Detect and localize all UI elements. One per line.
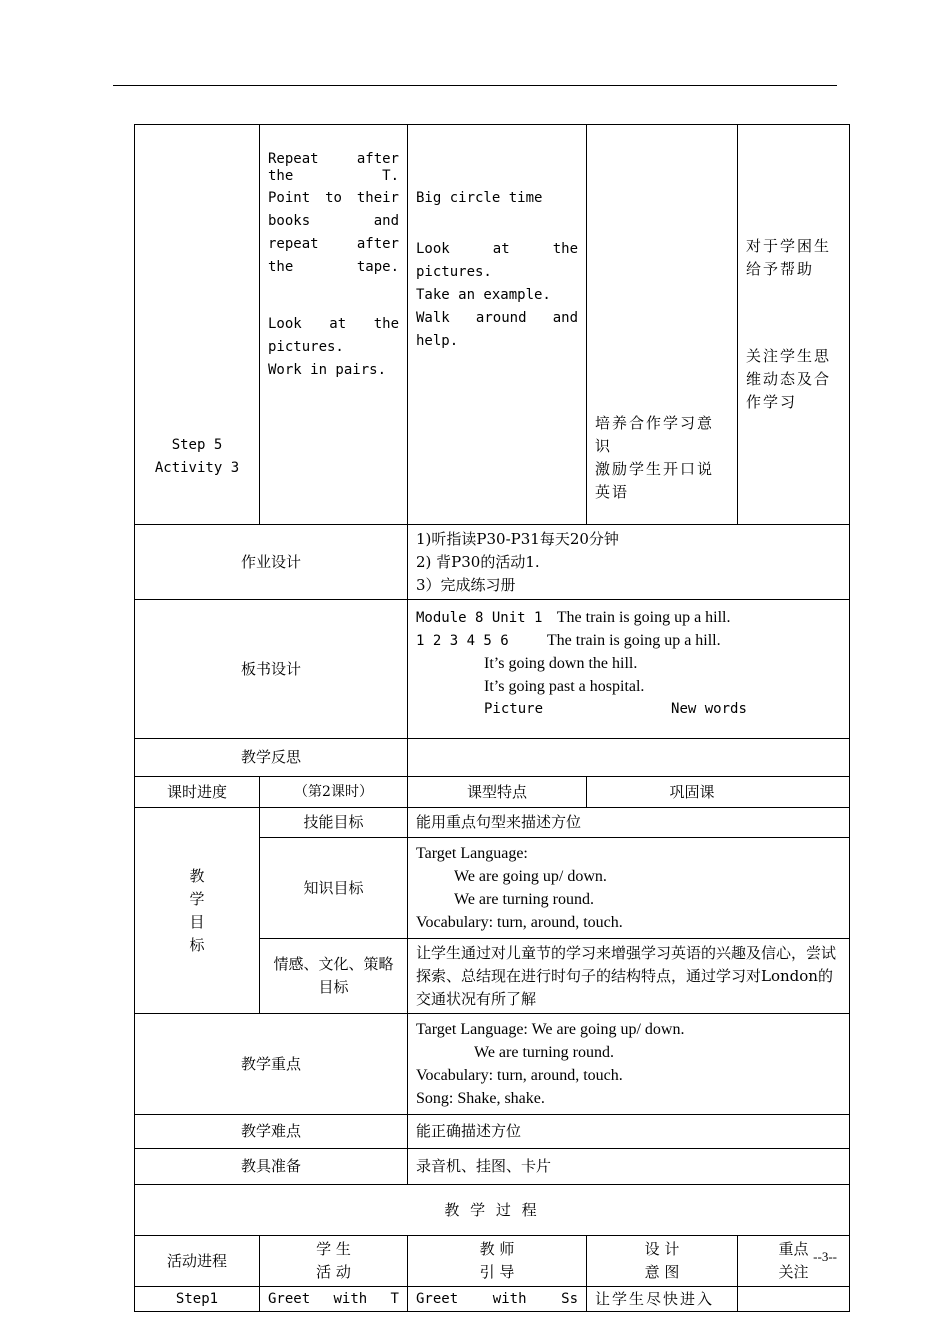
homework-label: 作业设计 <box>135 525 408 600</box>
homework-item: 3）完成练习册 <box>416 575 516 594</box>
objectives-label <box>135 808 260 1014</box>
board-heading: Module 8 Unit 1 <box>416 610 543 626</box>
process-title-row <box>135 1185 850 1236</box>
process-header-student-line: 活 动 <box>316 1263 351 1281</box>
page-number: --3-- <box>813 1249 837 1264</box>
skill-value: 能用重点句型来描述方位 <box>408 808 850 838</box>
objectives-label-char: 学 <box>189 889 205 908</box>
step1-row <box>135 1287 850 1312</box>
step5-student-line: Look at the pictures. <box>268 316 399 355</box>
key-points-row <box>135 1014 850 1115</box>
step5-student-line: Work in pairs. <box>268 362 387 378</box>
board-sentence: It’s going down the hill. <box>484 655 638 672</box>
knowledge-line: Target Language: <box>416 845 528 862</box>
affect-label: 情感、文化、策略目标 <box>260 939 408 1014</box>
step5-student-line: Point to their books and repeat after the tape. <box>268 190 399 275</box>
step5-row <box>135 125 850 525</box>
step5-step: Step 5 <box>171 437 223 453</box>
process-header-focus-line: 重点 <box>778 1240 809 1258</box>
skill-label: 技能目标 <box>260 808 408 838</box>
step5-teacher-line: Look at the pictures. <box>416 241 578 280</box>
step5-focus-line: 关注学生思维动态及合作学习 <box>746 347 832 411</box>
board-sentence: The train is going up a hill. <box>556 609 731 626</box>
affect-value: 让学生通过对儿童节的学习来增强学习英语的兴趣及信心，尝试探索、总结现在进行时句子的结构特点，通过学习对London的交通状况有所了解 <box>408 939 850 1014</box>
step5-step-cell <box>135 125 260 525</box>
step5-focus-cell <box>738 125 850 525</box>
process-header-teacher-line: 教 师 <box>479 1240 515 1258</box>
step5-teacher-line: Big circle time <box>416 190 543 206</box>
tools-row <box>135 1149 850 1185</box>
step5-students-cell <box>260 125 408 525</box>
step1-intent: 让学生尽快进入 <box>587 1287 738 1312</box>
knowledge-cell <box>408 838 850 939</box>
type-value: 巩固课 <box>587 777 850 808</box>
board-sentence: The train is going up a hill. <box>546 632 721 649</box>
board-label: 板书设计 <box>135 600 408 739</box>
reflection-row <box>135 739 850 777</box>
tools-value: 录音机、挂图、卡片 <box>408 1149 850 1185</box>
process-header-activity: 活动进程 <box>135 1236 260 1287</box>
difficulty-label: 教学难点 <box>135 1115 408 1149</box>
step1-student: Greet with T <box>260 1287 408 1312</box>
lesson-info-row <box>135 777 850 808</box>
process-header-row <box>135 1236 850 1287</box>
key-points-cell <box>408 1014 850 1115</box>
key-point-line: Song: Shake, shake. <box>416 1090 545 1107</box>
process-header-teacher-line: 引 导 <box>479 1263 515 1281</box>
progress-value: （第2课时） <box>260 777 408 808</box>
board-cell <box>408 600 850 739</box>
lesson-plan-table <box>134 124 850 1312</box>
homework-row <box>135 525 850 600</box>
process-header-intent <box>587 1236 738 1287</box>
knowledge-label: 知识目标 <box>260 838 408 939</box>
knowledge-line: Vocabulary: turn, around, touch. <box>416 914 623 931</box>
objectives-label-char: 教 <box>189 866 205 885</box>
step1-step: Step1 <box>135 1287 260 1312</box>
step5-intent-line: 激励学生开口说英语 <box>595 460 715 501</box>
process-header-intent-line: 意 图 <box>644 1263 680 1281</box>
process-header-student <box>260 1236 408 1287</box>
knowledge-line: We are going up/ down. <box>454 868 607 885</box>
process-header-student-line: 学 生 <box>316 1240 351 1258</box>
board-sentence: It’s going past a hospital. <box>484 678 645 695</box>
knowledge-line: We are turning round. <box>454 891 594 908</box>
step5-intent-line: 培养合作学习意识 <box>595 414 715 455</box>
step5-activity: Activity 3 <box>154 460 240 476</box>
homework-cell <box>408 525 850 600</box>
objectives-label-char: 标 <box>189 935 205 954</box>
board-picture-label: Picture <box>484 701 544 717</box>
process-header-intent-line: 设 计 <box>644 1240 680 1258</box>
reflection-label: 教学反思 <box>135 739 408 777</box>
key-point-line: Vocabulary: turn, around, touch. <box>416 1067 623 1084</box>
step1-focus <box>738 1287 850 1312</box>
board-numbers: 1 2 3 4 5 6 <box>416 633 509 649</box>
skill-objective-row <box>135 808 850 838</box>
type-label: 课型特点 <box>408 777 587 808</box>
key-point-line: We are turning round. <box>474 1044 614 1061</box>
difficulty-row <box>135 1115 850 1149</box>
step5-student-line: Repeat after the T. <box>268 151 399 184</box>
board-new-words-label: New words <box>671 701 747 717</box>
step5-teacher-cell <box>408 125 587 525</box>
board-row <box>135 600 850 739</box>
step5-teacher-line: Take an example. <box>416 287 551 303</box>
objectives-label-char: 目 <box>189 912 205 931</box>
key-points-label: 教学重点 <box>135 1014 408 1115</box>
process-header-teacher <box>408 1236 587 1287</box>
process-header-focus-line: 关注 <box>778 1263 809 1281</box>
header-rule <box>113 85 837 86</box>
step5-intent-cell <box>587 125 738 525</box>
key-point-line: Target Language: We are going up/ down. <box>416 1021 685 1038</box>
progress-label: 课时进度 <box>135 777 260 808</box>
homework-item: 2) 背P30的活动1. <box>416 552 540 571</box>
difficulty-value: 能正确描述方位 <box>408 1115 850 1149</box>
process-title: 教 学 过 程 <box>135 1185 850 1236</box>
step5-focus-line: 对于学困生给予帮助 <box>746 237 832 278</box>
step5-teacher-line: Walk around and help. <box>416 310 578 349</box>
tools-label: 教具准备 <box>135 1149 408 1185</box>
step1-teacher: Greet with Ss <box>408 1287 587 1312</box>
homework-item: 1)听指读P30-P31每天20分钟 <box>416 529 619 548</box>
reflection-value <box>408 739 850 777</box>
